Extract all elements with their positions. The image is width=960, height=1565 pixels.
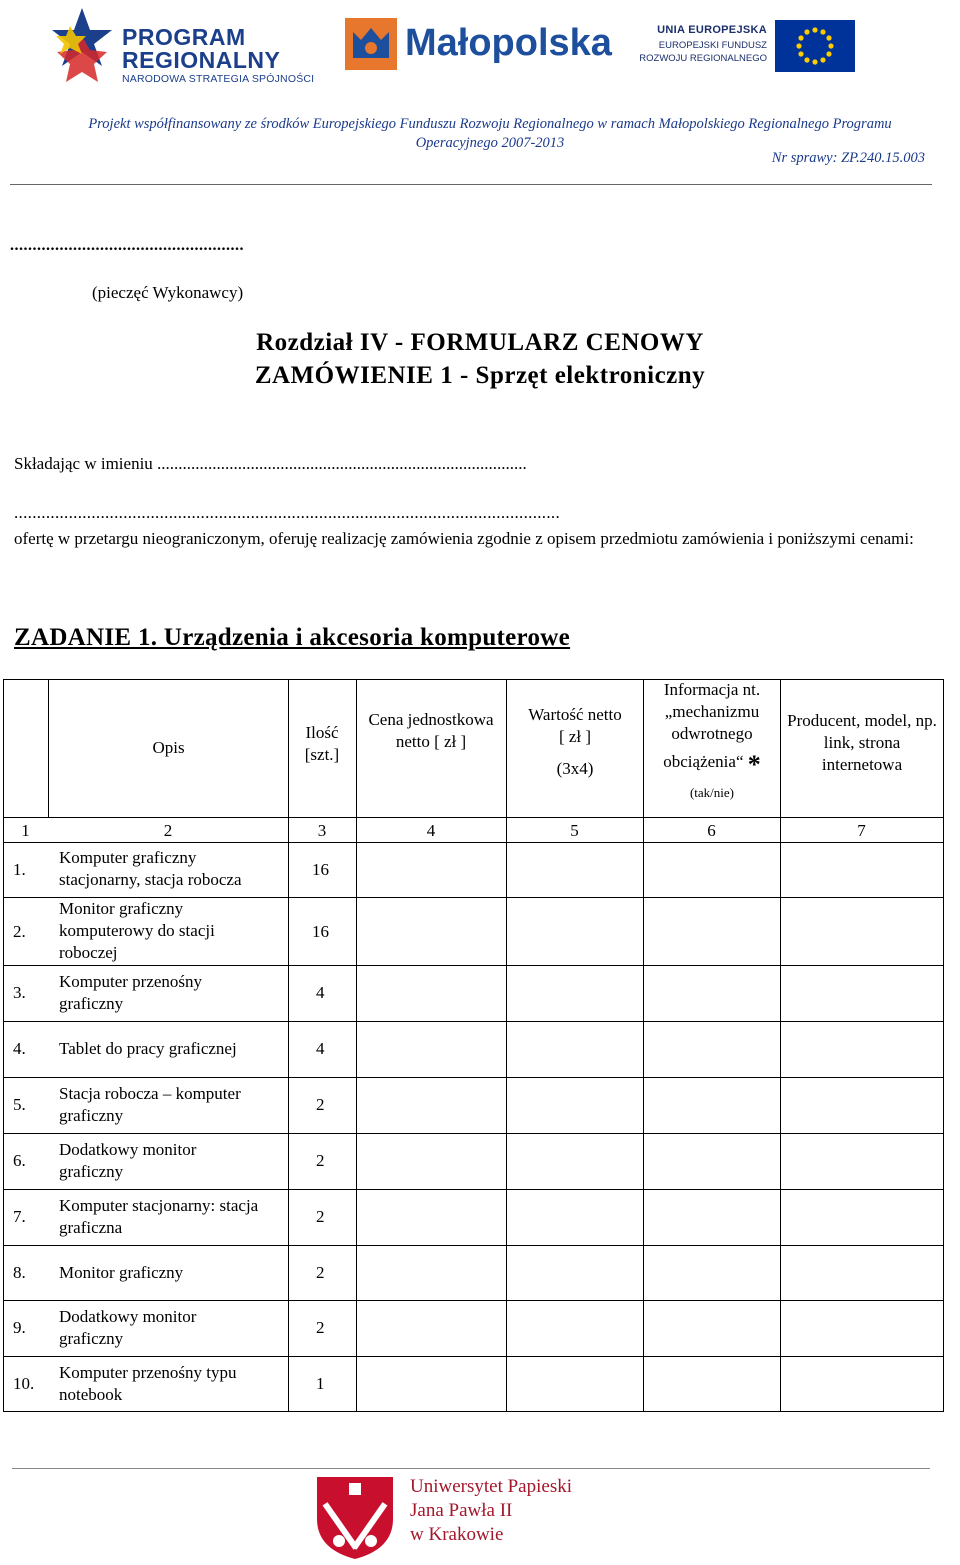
row-9-qty: 2 [316, 1318, 325, 1337]
row-5-no: 5. [13, 1095, 26, 1114]
header-cena: Cena jednostkowa netto [ zł ] [368, 710, 494, 751]
document-title-line2: ZAMÓWIENIE 1 - Sprzęt elektroniczny [254, 362, 706, 389]
header-info [644, 679, 780, 804]
col-sep-info [780, 679, 781, 1412]
header-wartosc [507, 704, 643, 780]
footer-divider [12, 1468, 930, 1469]
row-1-qty: 16 [312, 860, 329, 879]
malopolska-emblem-icon [345, 18, 397, 70]
row-3-qty: 4 [316, 983, 325, 1002]
header-producent: Producent, model, np. link, strona internetowa [787, 711, 937, 774]
row-5-desc: Stacja robocza – komputer graficzny [59, 1084, 241, 1125]
project-cofinancing-note [40, 115, 940, 153]
row-4-qty: 4 [316, 1039, 325, 1058]
stamp-dots: .................................................... [10, 237, 244, 254]
row-8-qty: 2 [316, 1263, 325, 1282]
table-line-row5 [3, 1133, 944, 1134]
col-number-1: 1 [21, 821, 30, 840]
document-title-line1: Rozdział IV - FORMULARZ CENOWY [256, 329, 704, 356]
row-6-qty: 2 [316, 1151, 325, 1170]
header-opis: Opis [152, 738, 185, 757]
eu-logo-line1: UNIA EUROPEJSKA [657, 24, 767, 36]
intro-line-2: ........................................................................................................................ [14, 503, 560, 522]
project-line-2: Operacyjnego 2007-2013 [415, 135, 565, 151]
table-line-row3 [3, 1021, 944, 1022]
university-name-line1: Uniwersytet Papieski [410, 1476, 573, 1497]
header-ilosc: Ilość [szt.] [304, 723, 340, 764]
row-7-no: 7. [13, 1207, 26, 1226]
col-number-6: 6 [707, 821, 716, 840]
header-info-line5: (tak/nie) [689, 785, 735, 800]
table-border-top [3, 679, 944, 680]
row-8-desc: Monitor graficzny [59, 1263, 184, 1282]
university-crest-icon [315, 1475, 395, 1561]
table-line-numbers [3, 842, 944, 843]
col-number-3: 3 [317, 821, 327, 840]
col-number-2: 2 [163, 821, 173, 840]
col-sep-opis [288, 679, 289, 1412]
stamp-label: (pieczęć Wykonawcy) [92, 283, 244, 302]
row-6-desc: Dodatkowy monitor graficzny [59, 1140, 197, 1181]
table-line-row7 [3, 1245, 944, 1246]
header-info-line2: „mechanizmu [664, 702, 760, 721]
row-5-qty: 2 [316, 1095, 325, 1114]
price-form-table [3, 679, 944, 1412]
row-9-desc: Dodatkowy monitor graficzny [59, 1307, 197, 1348]
row-6-no: 6. [13, 1151, 26, 1170]
row-7-qty: 2 [316, 1207, 325, 1226]
row-10-no: 10. [13, 1374, 35, 1393]
program-logo-line3: NARODOWA STRATEGIA SPÓJNOŚCI [122, 73, 315, 85]
row-4-no: 4. [13, 1039, 26, 1058]
program-logo-line1: PROGRAM [122, 24, 246, 50]
row-9-no: 9. [13, 1318, 26, 1337]
col-sep-cena [506, 679, 507, 1412]
eu-flag-icon [775, 20, 855, 72]
row-2-desc: Monitor graficzny komputerowy do stacji roboczej [59, 899, 215, 962]
table-border-right [943, 679, 944, 1412]
header-info-line1: Informacja nt. [663, 680, 761, 699]
table-line-row2 [3, 965, 944, 966]
header-wartosc-line1: Wartość netto [528, 705, 622, 724]
col-number-5: 5 [570, 821, 579, 840]
col-sep-ilosc [356, 679, 357, 1412]
row-7-desc: Komputer stacjonarny: stacja graficzna [59, 1196, 259, 1237]
table-border-left [3, 679, 4, 1412]
header-info-asterisk: * [747, 750, 761, 779]
row-10-desc: Komputer przenośny typu notebook [59, 1363, 237, 1404]
task-title: ZADANIE 1. Urządzenia i akcesoria komputerowe [14, 624, 571, 651]
university-name-line2: Jana Pawła II [410, 1500, 513, 1521]
case-number: Nr sprawy: ZP.240.15.003 [771, 150, 925, 166]
table-line-row9 [3, 1356, 944, 1357]
university-name-line3: w Krakowie [410, 1524, 504, 1545]
malopolska-logo-text: Małopolska [405, 22, 612, 64]
header-info-line3: odwrotnego [671, 724, 753, 743]
row-2-no: 2. [13, 922, 26, 941]
intro-line-3: ofertę w przetargu nieograniczonym, oferuję realizację zamówienia zgodnie z opisem przedmiotu zamówienia i poniższymi cenami: [14, 529, 914, 548]
row-3-no: 3. [13, 983, 26, 1002]
header-info-line4: obciążenia“ [663, 752, 744, 771]
row-10-qty: 1 [316, 1374, 325, 1393]
header-wartosc-line3: (3x4) [556, 759, 594, 778]
row-8-no: 8. [13, 1263, 26, 1282]
university-name [410, 1475, 572, 1547]
program-logo-line2: REGIONALNY [122, 47, 281, 73]
table-line-row4 [3, 1077, 944, 1078]
row-1-no: 1. [13, 860, 26, 879]
row-2-qty: 16 [312, 922, 329, 941]
header-wartosc-line2: [ zł ] [558, 727, 592, 746]
row-3-desc: Komputer przenośny graficzny [59, 972, 203, 1013]
table-line-row8 [3, 1300, 944, 1301]
table-border-bottom [3, 1411, 944, 1412]
malopolska-logo [345, 16, 612, 76]
eu-logo [640, 20, 855, 72]
col-number-7: 7 [857, 821, 866, 840]
header-divider [10, 184, 932, 185]
program-regionalny-star-icon [52, 6, 112, 84]
eu-logo-line3: ROZWOJU REGIONALNEGO [639, 53, 767, 64]
project-line-1: Projekt współfinansowany ze środków Europejskiego Funduszu Rozwoju Regionalnego w ramach Małopolskiego Regionalnego Programu [88, 116, 892, 132]
eu-logo-line2: EUROPEJSKI FUNDUSZ [658, 40, 767, 51]
table-line-row6 [3, 1189, 944, 1190]
intro-line-1: Składając w imieniu ....................................................................................... [14, 454, 527, 473]
row-4-desc: Tablet do pracy graficznej [59, 1039, 237, 1058]
program-regionalny-logo [52, 6, 322, 86]
row-1-desc: Komputer graficzny stacjonarny, stacja robocza [59, 848, 242, 889]
table-line-header [3, 817, 944, 818]
university-logo [315, 1475, 735, 1563]
col-number-4: 4 [426, 821, 436, 840]
